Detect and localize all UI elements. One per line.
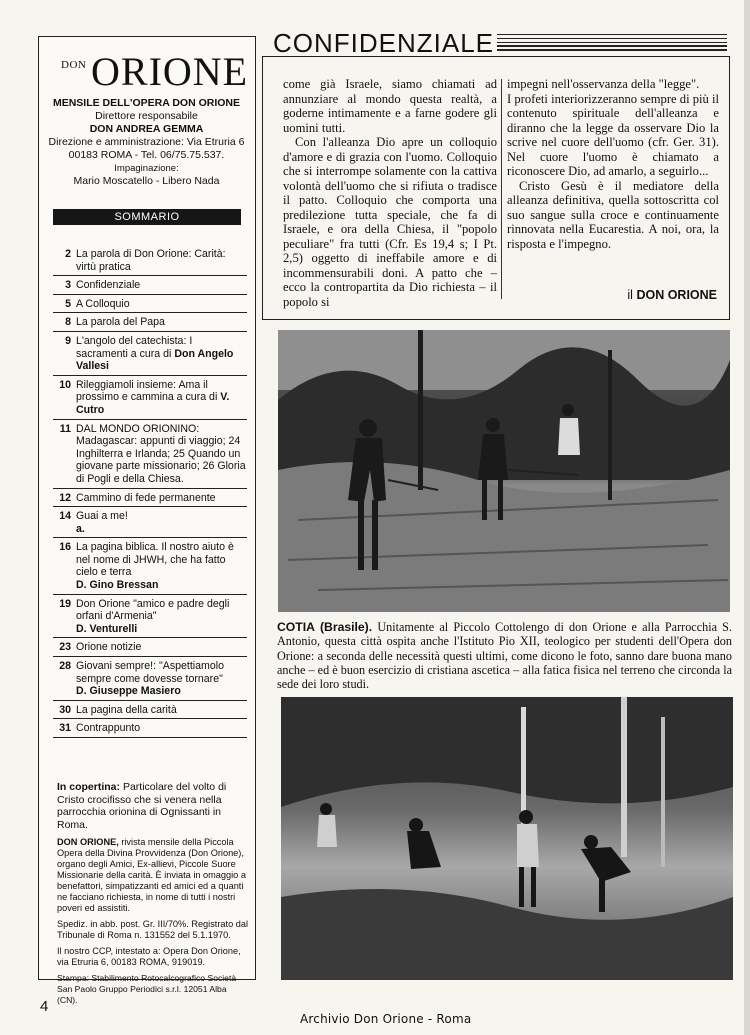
sommario-header: SOMMARIO	[53, 209, 241, 225]
caption-place: COTIA (Brasile).	[277, 620, 373, 634]
article-paragraph: impegni nell'osservanza della "legge".	[507, 77, 700, 91]
address-line-2: 00183 ROMA - Tel. 06/75.75.537.	[68, 149, 225, 161]
page-number: 4	[40, 998, 49, 1015]
director-name: DON ANDREA GEMMA	[89, 123, 204, 135]
column-divider	[501, 79, 502, 299]
toc-item[interactable]: 12 Cammino di fede permanente	[53, 489, 247, 508]
toc-author: D. Gino Bressan	[76, 579, 159, 592]
article-box	[262, 56, 730, 320]
toc-item[interactable]: 30 La pagina della carità	[53, 701, 247, 720]
toc-item[interactable]: 2 La parola di Don Orione: Carità: virtù pratica	[53, 245, 247, 276]
print-info: Stampa: Stabilimento Rotocalcografico Società San Paolo Gruppo Periodici s.r.l. 12051 Alba (CN).	[57, 973, 237, 1005]
logo-don: DON	[61, 59, 87, 71]
article-paragraph: I profeti interiorizzeranno sempre di più il contenuto spirituale dell'alleanza e diranno che la legge da osservare Dio la scrive nel cuore dell'uomo (cfr. Ger. 31). Nel cuore l'uomo è chiamato a riconoscere Dio, ad amarlo, a seguirlo...	[507, 91, 719, 178]
director-label: Direttore responsabile	[95, 110, 198, 122]
toc-author: D. Giuseppe Masiero	[76, 685, 181, 698]
toc-item[interactable]: 28 Giovani sempre!: "Aspettiamolo sempre come dovesse tornare" D. Giuseppe Masiero	[53, 657, 247, 701]
table-of-contents	[53, 245, 247, 738]
cover-text: Particolare del volto di Cristo crocifisso che si venera nella parrocchia orionina di Ognissanti in Roma.	[57, 781, 227, 831]
toc-author: Don Angelo Vallesi	[76, 347, 234, 373]
toc-item[interactable]: 10 Rileggiamoli insieme: Ama il prossimo e cammina a cura di V. Cutro	[53, 376, 247, 420]
logo-name: ORIONE	[91, 49, 249, 94]
sidebar-box	[38, 36, 256, 1005]
about-text: rivista mensile della Piccola Opera della Divina Provvidenza (Don Orione), organo degli Amici, Ex-allievi, Piccole Suore Missionarie della carità. È inviata in omaggio a benefattori, simpatizzanti ed amici ed a quanti ne facciano richiesta, in nome di tutti i nostri poveri ed assistiti.	[57, 837, 246, 913]
toc-author: a.	[76, 522, 85, 535]
caption-text: Unitamente al Piccolo Cottolengo di don Orione e alla Parrocchia S. Antonio, questa città ospita anche l'Istituto Pio XII, teologico per studenti dell'Opera don Orione: a seconda delle necessità questi ultimi, come dicono le foto, sanno dare buona mano anche – ed è buon esercizio di cristiana ascetica – alla fatica fisica nel terreno che circonda la sede dei loro studi.	[277, 620, 732, 692]
toc-item[interactable]: 23 Orione notizie	[53, 638, 247, 657]
toc-item[interactable]: 3 Confidenziale	[53, 276, 247, 295]
page-edge	[744, 0, 750, 1035]
publication-info	[57, 837, 249, 1011]
photo-field-work-2	[281, 697, 733, 980]
toc-item[interactable]: 5 A Colloquio	[53, 295, 247, 314]
toc-item[interactable]: 14 Guai a me! a.	[53, 507, 247, 538]
title-rules	[497, 34, 727, 50]
ccp-info: Il nostro CCP, intestato a: Opera Don Orione, via Etruria 6, 00183 ROMA, 919019.	[57, 946, 241, 967]
masthead	[39, 97, 254, 188]
layout-names: Mario Moscatello - Libero Nada	[73, 175, 220, 187]
toc-item[interactable]: 9 L'angolo del catechista: I sacramenti a cura di Don Angelo Vallesi	[53, 332, 247, 376]
cover-note	[57, 781, 247, 831]
archive-label: Archivio Don Orione - Roma	[300, 1012, 472, 1026]
photo-field-work-1	[278, 330, 730, 612]
photo-caption	[277, 620, 732, 691]
layout-label: Impaginazione:	[114, 163, 179, 174]
about-name: DON ORIONE,	[57, 837, 119, 847]
toc-item[interactable]: 19 Don Orione "amico e padre degli orfani d'Armenia" D. Venturelli	[53, 595, 247, 639]
magazine-logo	[57, 47, 247, 99]
article-signature: il DON ORIONE	[627, 288, 717, 302]
article-column-2	[507, 77, 719, 251]
article-column-1	[283, 77, 497, 309]
article-paragraph: Cristo Gesù è il mediatore della alleanza definitiva, quella sottoscritta col suo sangue sulla croce e continuamente rinnovata nella Eucarestia. A noi, ora, la risposta e l'impegno.	[507, 178, 719, 251]
toc-item[interactable]: 16 La pagina biblica. Il nostro aiuto è nel nome di JHWH, che ha fatto cielo e terra D. Gino Bressan	[53, 538, 247, 594]
toc-item[interactable]: 11 DAL MONDO ORIONINO: Madagascar: appunti di viaggio; 24 Inghilterra e Irlanda; 25 Quando un giovane parte missionario; 26 Gloria di Pogli e della Chiesa.	[53, 420, 247, 489]
cover-label: In copertina:	[57, 781, 121, 793]
article-paragraph: come già Israele, siamo chiamati ad annunziare al mondo questa realtà, a goderne intimamente e a farne godere gli uomini tutti.	[283, 77, 497, 135]
address-line-1: Direzione e amministrazione: Via Etruria 6	[48, 136, 245, 148]
section-title: CONFIDENZIALE	[273, 28, 495, 58]
toc-item[interactable]: 8 La parola del Papa	[53, 313, 247, 332]
postal-info: Spediz. in abb. post. Gr. III/70%. Registrato dal Tribunale di Roma n. 131552 del 5.1.1970.	[57, 919, 248, 940]
toc-author: D. Venturelli	[76, 622, 138, 635]
toc-item[interactable]: 31 Contrappunto	[53, 719, 247, 738]
masthead-subtitle: MENSILE DELL'OPERA DON ORIONE	[52, 97, 241, 109]
article-paragraph: Con l'alleanza Dio apre un colloquio d'amore e di grazia con l'uomo. Colloquio che si interrompe solamente con la cattiva volontà dell'uomo che si rifiuta o tradisce il patto. Colloquio che comporta una predilezione tutta speciale, che fa di Israele, e ora della Chiesa, il "popolo peculiare" fra tutti (Cfr. Es 19,4 s; I Pt. 2,5) oggetto di ineffabile amore e di incommensurabili doni. A patto che – ecco la contropartita da Dio richiesta – il popolo si	[283, 135, 497, 309]
toc-author: V. Cutro	[76, 391, 230, 416]
